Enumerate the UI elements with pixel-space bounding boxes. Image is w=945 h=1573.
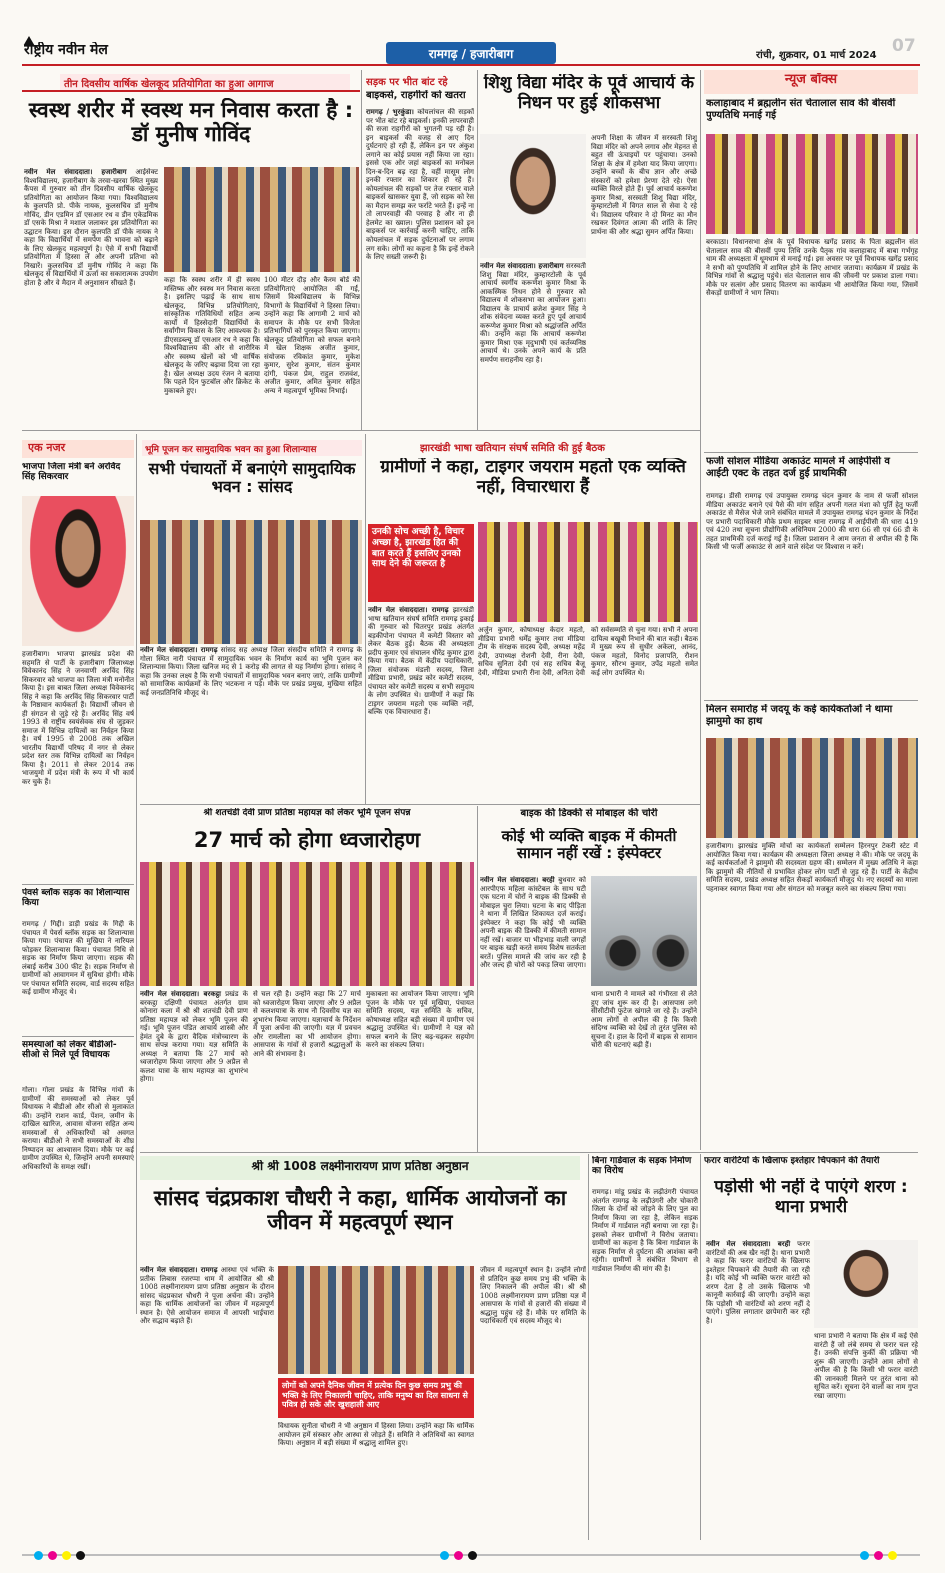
divider xyxy=(361,70,362,430)
story2-body-wrap xyxy=(366,108,474,428)
section-badge xyxy=(386,42,556,64)
tiger-body-col2: अर्जुन कुमार, कोषाध्यक्ष केदार महतो, मीडिया प्रभारी धर्मेंद्र कुमार तथा मीडिया टीम के संरक्षक सदस्य देवी, अध्यक्ष महेंद्र देवी, उपाध्यक्ष रोशनी देवी, रीना देवी, सचिव सुनिता देवी एवं सह सचिव बैजू देवी, मीडिया प्रभारी रीना देवी, अनिता देवी को सर्वसम्मति से चुना गया। सभी ने अपना दायित्व बखूबी निभाने की बात कही। बैठक में मुख्य रूप से सुधीर अकेला, आनंद, पंकज महतो, विनोद प्रजापति, रौशन कुमार, सौरभ कुमार, उपेंद्र महतो समेत कई लोग उपस्थित थे। xyxy=(478,626,698,677)
story3-byline: नवीन मेल संवाददाता। हजारीबाग xyxy=(480,262,564,270)
divider xyxy=(140,1152,918,1153)
story2-body: कोयलांचल की सड़कों पर भीत बांट रहे बाइकर्स। इनकी लापरवाही की सजा राहगीरों को भुगतनी पड़ रही है। इन बाइकर्स की वजह से आए दिन दुर्घटनाएं हो रही हैं, लेकिन इन पर अंकुश लगाने का कोई प्रयास नहीं किया जा रहा। इससे एक ओर जहां बाइकर्स का मनोबल दिन-ब-दिन बढ़ रहा है, वहीं मासूम लोग इनकी रफ्तार का शिकार हो रहे हैं। कोयलांचल की सड़कों पर तेज रफ्तार वाले बाइकर्स खासकर युवा हैं, जो सड़क को रेस का मैदान समझ कर फर्राटे भरते हैं। इन्हें ना तो लापरवाही की परवाह है और ना ही हेलमेट का ख्याल। पुलिस प्रशासन को इन बाइकर्स पर कार्रवाई करनी चाहिए, ताकि कोयलांचल में सड़क दुर्घटनाओं पर लगाम लग सके। लोगों का कहना है कि इन्हें रोकने के लिए सख्ती जरूरी है। xyxy=(366,108,474,262)
news-box-item2-body: रामगढ़। डीसी रामगढ़ एवं उपायुक्त रामगढ़ चंदन कुमार के नाम से फर्जी सोशल मीडिया अकाउंट बनाने एवं पैसे की मांग सहित अपनी गलत मंशा को पूर्ति हेतु फर्जी अकाउंट से मैसेज भेजे जाने संबंधित मामले में उपायुक्त रामगढ़ चंदन कुमार के निर्देश पर प्रभारी पदाधिकारी मौके प्रथम साइबर थाना रामगढ़ में आईपीसी की धारा 419 एवं 420 तथा सूचना प्रौद्योगिकी अधिनियम 2000 की धारा 66 सी एवं 66 डी के तहत प्राथमिकी दर्ज कराई गई है। जिला प्रशासन ने आम जनता से अपील की है कि किसी भी फर्जी अकाउंट से आने वाले संदेश पर विश्वास न करें। xyxy=(706,492,918,552)
page-number: 07 xyxy=(892,36,916,56)
dhwaja-byline: नवीन मेल संवाददाता। बरकट्ठा xyxy=(140,990,221,998)
story1-body-col2: कहा कि स्वस्थ शरीर में ही स्वस्थ मस्तिष्क और स्वस्थ मन निवास करता है। इसलिए पढ़ाई के साथ साथ खेलकूद, विभिन्न प्रतियोगिताएं, सांस्कृतिक गतिविधियों सहित अन्य कार्यों में हिस्सेदारी विद्यार्थियों के सर्वांगीण विकास के लिए आवश्यक है। डीएसडब्ल्यू डॉ एसआर रथ ने कहा कि विश्वविद्यालय की ओर से शारीरिक और स्वस्थ्य खेलों को भी वार्षिक खेलकूद के जरिए बढ़ावा दिया जा रहा है। खेल अध्यक्ष उदय रंजन ने बताया कि पहले दिन फुटबॉल और क्रिकेट के मुकाबले हुए। xyxy=(164,276,260,395)
ek-nazar-body: हजारीबाग। भाजपा झारखंड प्रदेश की सहमति से पार्टी के हजारीबाग जिलाध्यक्ष विवेकानंद सिंह ने जनवाणी अरविंद सिंह सिकरवार को भाजपा का जिला मंत्री मनोनीत किया है। इस बाबत जिला अध्यक्ष विवेकानंद सिंह ने कहा कि अरविंद सिंह सिकरवार पार्टी के निष्ठावान कार्यकर्ता हैं। विद्यार्थी जीवन से ही संगठन से जुड़े रहे हैं। अरविंद सिंह वर्ष 1993 से राष्ट्रीय स्वयंसेवक संघ से जुड़कर समाज में विभिन्न दायित्वों का निर्वहन किया है। वर्ष 1995 से 2008 तक अखिल भारतीय विद्यार्थी परिषद में नगर से लेकर प्रदेश स्तर तक विभिन्न दायित्वों का निर्वहन किया है। 2011 से लेकर 2014 तक भाजयुमो में प्रदेश मंत्री के रूप में भी कार्य कर चुके हैं। xyxy=(22,650,134,786)
news-box-item3-headline: मिलन समारोह में जदयू के कई कार्यकर्ताओं ने थामा झामुमो का हाथ xyxy=(706,704,893,727)
bike-body-col2: थाना प्रभारी ने मामले को गंभीरता से लेते हुए जांच शुरू कर दी है। आसपास लगे सीसीटीवी फुटेज खंगाले जा रहे हैं। उन्होंने आम लोगों से अपील की है कि किसी संदिग्ध व्यक्ति को देखें तो तुरंत पुलिस को सूचना दें। हाल के दिनों में बाइक से सामान चोरी की घटनाएं बढ़ी हैं। xyxy=(591,990,697,1050)
guardwall-body: रामगढ़। मांडू प्रखंड के लढ़ीउंगरी पंचायत अंतर्गत रामगढ़ के लढ़ीउंगरी और चोकारी जिला के दोनों को जोड़ने के लिए पुल का निर्माण किया जा रहा है, लेकिन सड़क निर्माण में गार्डवाल नहीं बनाया जा रहा है। इसको लेकर ग्रामीणों ने विरोध जताया। ग्रामीणों का कहना है कि बिना गार्डवाल के सड़क निर्माण से दुर्घटना की आशंका बनी रहेगी। ग्रामीणों ने संबंधित विभाग से गार्डवाल निर्माण की मांग की है। xyxy=(592,1188,698,1273)
story3-body: सरस्वती शिशु विद्या मंदिर, कुम्हारटोली के पूर्व आचार्य स्वर्गीय करूणेश कुमार मिश्रा के आकस्मिक निधन होने से गुरुवार को विद्यालय में शोकसभा का आयोजन हुआ। विद्यालय के प्राचार्य ब्रजेश कुमार सिंह ने शोक संवेदना व्यक्त करते हुए पूर्व आचार्य करूणेश कुमार मिश्रा को श्रद्धांजलि अर्पित की। उन्होंने कहा कि आचार्य करूणेश कुमार मिश्रा एक मृदुभाषी एवं कर्तव्यनिष्ठ आचार्य थे। उनके अपने कार्य के प्रति समर्पण सराहनीय रहा है। xyxy=(480,262,586,364)
story3-headline: शिशु विद्या मंदिर के पूर्व आचार्य के निधन पर हुई शोकसभा xyxy=(483,74,695,113)
laxmi-byline: नवीन मेल संवाददाता। रामगढ़ xyxy=(140,1266,218,1274)
laxmi-body-col3: जीवन में महत्वपूर्ण स्थान है। उन्होंने लोगों से प्रतिदिन कुछ समय प्रभु की भक्ति के लिए निकालने की अपील की। श्री श्री 1008 लक्ष्मीनारायण प्राण प्रतिष्ठा यज्ञ में आसपास के गांवों से हजारों की संख्या में श्रद्धालु पहुंच रहे हैं। मौके पर समिति के पदाधिकारी एवं सदस्य मौजूद थे। xyxy=(480,1266,586,1326)
story3-portrait xyxy=(480,134,586,258)
divider xyxy=(700,70,701,1150)
dhwaja-body: प्रखंड के बरकट्ठा दक्षिणी पंचायत अंतर्गत ग्राम कोनारा कला में श्री श्री शतचंडी देवी प्राण प्रतिष्ठा महायज्ञ को लेकर भूमि पूजन की गई। भूमि पूजन पंडित आचार्य शास्त्री और हेमंत दुबे के द्वारा वैदिक मंत्रोच्चारण के साथ संपन्न कराया गया। यज्ञ समिति के अध्यक्ष ने बताया कि 27 मार्च को ध्वजारोहण किया जाएगा और 9 अप्रैल से कलश यात्रा के साथ महायज्ञ का शुभारंभ होगा। xyxy=(140,990,248,1084)
thana-kicker: फरार वारंटियों के खिलाफ इश्तेहार चिपकाने की तैयारी xyxy=(704,1156,880,1166)
ek-nazar-headline: भाजपा जिला मंत्री बने अरविंद सिंह सिकरवार xyxy=(22,462,121,483)
masthead xyxy=(0,0,945,70)
laxmi-kicker-bar xyxy=(140,1156,580,1180)
story1-byline: नवीन मेल संवाददाता। हजारीबाग xyxy=(24,168,127,176)
laxmi-body-col2: विधायक सुनीता चौधरी ने भी अनुष्ठान में हिस्सा लिया। उन्होंने कहा कि धार्मिक आयोजन हमें संस्कार और आस्था से जोड़ते हैं। समिति ने अतिथियों का स्वागत किया। अनुष्ठान में बड़ी संख्या में श्रद्धालु शामिल हुए। xyxy=(278,1422,474,1448)
story1-body-col3: 100 मीटर दौड़ और कैरम बोर्ड की प्रतियोगिताएं आयोजित की गईं, जिसमें विश्वविद्यालय के विभिन्न विभागों के विद्यार्थियों ने हिस्सा लिया। उन्होंने कहा कि आगामी 2 मार्च को समापन के मौके पर सभी विजेता प्रतिभागियों को पुरस्कृत किया जाएगा। खेलकूद प्रतियोगिता को सफल बनाने में खेल शिक्षक अजीत कुमार, संयोजक रविकांत कुमार, मुकेश कुमार, सुरेश कुमार, संतन कुमार दांगी, पंकज प्रेम, राहुल राजवंश, अजीत कुमार, अमित कुमार सहित अन्य ने महत्वपूर्ण भूमिका निभाई। xyxy=(264,276,360,395)
divider xyxy=(700,1154,701,1540)
dhwaja-body-col3: मुकाबला का आयोजन किया जाएगा। भूमि पूजन के मौके पर पूर्व मुखिया, पंचायत समिति सदस्य, यज्ञ समिति के सचिव, कोषाध्यक्ष सहित बड़ी संख्या में ग्रामीण एवं श्रद्धालु उपस्थित थे। ग्रामीणों ने यज्ञ को सफल बनाने के लिए बढ़-चढ़कर सहयोग करने का संकल्प लिया। xyxy=(366,990,474,1050)
divider xyxy=(477,70,478,430)
registration-dot xyxy=(440,1551,449,1560)
dhwaja-headline: 27 मार्च को होगा ध्वजारोहण xyxy=(193,828,421,852)
story2-kicker: सड़क पर भीत बांट रहे xyxy=(366,77,448,88)
masthead-rule xyxy=(22,64,920,66)
story3-body-col1 xyxy=(480,262,586,428)
registration-dot xyxy=(34,1551,43,1560)
mp-community-photo xyxy=(140,520,362,644)
news-box-item1-photo xyxy=(706,134,918,234)
divider xyxy=(704,700,918,701)
divider xyxy=(588,1154,589,1540)
news-box-item1-body: बरकाठा। विधानसभा क्षेत्र के पूर्व विधायक खगेंद्र प्रसाद के पिता ब्रह्मलीन संत चेतालाल साव की बीसवीं पुण्य तिथि उनके पैतृक गांव कलाहाबाद में बाबा गर्भगृह धाम की अध्यक्षता में धूमधाम से मनाई गई। इस अवसर पर पूर्व विधायक खगेंद्र प्रसाद ने सभी को पुण्यतिथि में शामिल होने के लिए आभार जताया। कार्यक्रम में प्रखंड के विभिन्न गांवों से श्रद्धालु पहुंचे। संत चेतालाल साव की जीवनी पर प्रकाश डाला गया। मौके पर सत्संग और प्रसाद वितरण का कार्यक्रम भी आयोजित किया गया, जिसमें सैकड़ों ग्रामीणों ने भाग लिया। xyxy=(706,238,918,298)
story3-body-col2: अपनी शिक्षा के जीवन में सरस्वती शिशु विद्या मंदिर को अपने लगाव और मेहनत से बहुत सी ऊंचाइयों पर पहुंचाया। उनको शिक्षा के क्षेत्र में हमेशा याद किया जाएगा। उन्होंने बच्चों के बीच ज्ञान और अच्छे संस्कारों को हमेशा प्रेरणा देते रहे। ऐसा व्यक्ति विरले होते हैं। पूर्व आचार्य करूणेश कुमार मिश्रा, सरस्वती शिशु विद्या मंदिर, कुम्हारटोली में विगत साल से सेवा दे रहे थे। विद्यालय परिवार ने दो मिनट का मौन रखकर दिवंगत आत्मा की शांति के लिए प्रार्थना की और श्रद्धा सुमन अर्पित किया। xyxy=(591,134,697,236)
tiger-photo xyxy=(478,522,698,622)
story1-kicker-rule xyxy=(22,90,360,92)
story1-headline: स्वस्थ शरीर में स्वस्थ मन निवास करता है : डॉ मुनीष गोविंद xyxy=(28,98,354,147)
divider xyxy=(22,430,700,431)
story2-byline: रामगढ़ / भुरकुंडा। xyxy=(366,108,414,116)
laxmi-body-col1 xyxy=(140,1266,274,1538)
news-box-title: न्यूज बॉक्स xyxy=(784,73,838,87)
laxmi-quote: लोगों को अपने दैनिक जीवन में प्रत्येक दिन कुछ समय प्रभु की भक्ति के लिए निकालनी चाहिए, ताकि मनुष्य का दिल साधना से पवित्र हो सके और खुशहाली आए xyxy=(278,1378,474,1418)
bike-headline: कोई भी व्यक्ति बाइक में कीमती सामान नहीं रखें : इंस्पेक्टर xyxy=(501,828,677,863)
registration-dot xyxy=(48,1551,57,1560)
laxmi-headline: सांसद चंद्रप्रकाश चौधरी ने कहा, धार्मिक आयोजनों का जीवन में महत्वपूर्ण स्थान xyxy=(153,1186,567,1235)
thana-headline: पड़ोसी भी नहीं दे पाएंगे शरण : थाना प्रभारी xyxy=(714,1178,908,1217)
story1-body-col1 xyxy=(24,168,158,428)
story2-headline: बाइकर्स, राहगीरों को खतरा xyxy=(366,90,466,101)
thana-portrait xyxy=(814,1240,918,1328)
news-box-title-bar xyxy=(704,70,918,94)
tiger-byline: नवीन मेल संवाददाता। रामगढ़ xyxy=(368,606,449,614)
laxmi-kicker: श्री श्री 1008 लक्ष्मीनारायण प्राण प्रतिष्ठा अनुष्ठान xyxy=(251,1160,469,1173)
story1-body: आईसेक्ट विश्वविद्यालय, हजारीबाग के तरवा-खरवा स्थित मुख्य कैंपस में गुरुवार को तीन दिवसीय वार्षिक खेलकूद प्रतियोगिता का आयोजन किया गया। विश्वविद्यालय के कुलपति प्रो. पीके नायक, कुलसचिव डॉ मुनीष गोविंद, डीन एडमिन डॉ एसआर रथ व डीन एकेडमिक डॉ एसके मिश्रा ने मशाल जलाकर इस प्रतियोगिता का उद्घाटन किया। इस दौरान कुलपति डॉ पीके नायक ने कहा कि विद्यार्थियों में समर्पण की भावना को बढ़ाने के लिए खेलकूद महत्वपूर्ण है। ऐसे में सभी विद्यार्थी प्रतियोगिता में हिस्सा लें और अपनी प्रतिभा को निखारें। कुलसचिव डॉ मुनीष गोविंद ने कहा कि खेलकूद से विद्यार्थियों में ऊर्जा का सकारात्मक उपयोग होता है और वे मैदान में अनुशासन सीखते हैं। xyxy=(24,168,158,287)
dhwaja-body-col1 xyxy=(140,990,248,1150)
mp-community-body: सांसद सह अध्यक्ष जिला संसदीय समिति ने रामगढ़ के गोला स्थित नारी पंचायत में सामुदायिक भवन के निर्माण कार्य का भूमि पूजन कर शिलान्यास किया। जिला खनिज मद से 1 करोड़ की लागत से यह निर्माण होगा। सांसद ने कहा कि उनका लक्ष्य है कि सभी पंचायतों में सामुदायिक भवन बनाए जाएं, ताकि ग्रामीणों को सामाजिक कार्यक्रमों के लिए भटकना न पड़े। मौके पर प्रखंड प्रमुख, मुखिया सहित कई जनप्रतिनिधि मौजूद थे। xyxy=(140,646,362,697)
divider xyxy=(136,434,137,1314)
tiger-quote: उनकी सोच अच्छी है, विचार अच्छा है, झारखंड हित की बात करते हैं इसलिए उनको साथ देने की जरूरत है xyxy=(368,524,474,602)
guardwall-headline: बिना गार्डवाल के सड़क निर्माण का विरोध xyxy=(592,1156,692,1177)
thana-byline: नवीन मेल संवाददाता। बरही xyxy=(706,1240,791,1248)
registration-dot xyxy=(888,1551,897,1560)
registration-dot xyxy=(454,1551,463,1560)
thana-body-wrap xyxy=(706,1240,810,1538)
dhwaja-kicker: श्री शतचंडी देवी प्राण प्रतिष्ठा महायज्ञ को लेकर भूमि पूजन संपन्न xyxy=(203,808,411,818)
registration-dot xyxy=(860,1551,869,1560)
tiger-body: झारखंडी भाषा खतियान संघर्ष समिति रामगढ़ इकाई की गुरुवार को चितरपुर प्रखंड अंतर्गत बड़कीपोना पंचायत में कमेटी विस्तार को लेकर बैठक हुई। बैठक की अध्यक्षता प्रदीप कुमार एवं संचालन धीरेंद्र कुमार द्वारा किया गया। बैठक में केंद्रीय पदाधिकारी, जिला संयोजक मंडली सदस्य, जिला मीडिया प्रभारी, प्रखंड कोर कमेटी सदस्य, पंचायत कोर कमेटी सदस्य व सभी समुदाय के लोग उपस्थित थे। ग्रामीणों ने कहा कि टाइगर जयराम महतो एक व्यक्ति नहीं, बल्कि एक विचारधारा हैं। xyxy=(368,606,474,717)
ek-nazar-label-bar xyxy=(22,440,134,458)
section-label: रामगढ़ / हजारीबाग xyxy=(428,47,514,61)
mp-community-body-wrap xyxy=(140,646,362,796)
bike-body-wrap xyxy=(480,876,586,1150)
divider xyxy=(477,806,478,1152)
news-box-item3-body: हजारीबाग। झारखंड मुक्ति मोर्चा का कार्यकर्ता सम्मेलन हिरनपुर टेकरी स्टेट में आयोजित किया गया। कार्यक्रम की अध्यक्षता जिला अध्यक्ष ने की। मौके पर जदयू के कई कार्यकर्ताओं ने झामुमो की सदस्यता ग्रहण की। सम्मेलन में मुख्य अतिथि ने कहा कि झामुमो की नीतियों से प्रभावित होकर लोग पार्टी से जुड़ रहे हैं। पार्टी के केंद्रीय समिति सदस्य, प्रखंड अध्यक्ष सहित सैकड़ों कार्यकर्ता मौजूद थे। नए सदस्यों का माला पहनाकर स्वागत किया गया और संगठन को मजबूत करने का संकल्प लिया गया। xyxy=(706,842,918,893)
registration-dot xyxy=(76,1551,85,1560)
dhwaja-photo xyxy=(140,862,474,986)
divider xyxy=(140,804,700,805)
bdo-body: गोला। गोला प्रखंड के विभिन्न गांवों के ग्रामीणों की समस्याओं को लेकर पूर्व विधायक ने बीडीओ और सीओ से मुलाकात की। उन्होंने राशन कार्ड, पेंशन, जमीन के दाखिल खारिज, आवास योजना सहित अन्य समस्याओं से अधिकारियों को अवगत कराया। बीडीओ ने सभी समस्याओं के शीघ्र निष्पादन का आश्वासन दिया। मौके पर कई ग्रामीण उपस्थित थे, जिन्होंने अपनी समस्याएं अधिकारियों के समक्ष रखीं। xyxy=(22,1086,134,1171)
bdo-headline: समस्याओं को लेकर बीडीओ-सीओ से मिले पूर्व विधायक xyxy=(22,1040,117,1061)
dhwaja-body-col2: से चल रही है। उन्होंने कहा कि 27 मार्च को ध्वजारोहण किया जाएगा और 9 अप्रैल से कलशयात्रा के साथ नौ दिवसीय यज्ञ का शुभारंभ किया जाएगा। यज्ञाचार्य के निर्देशन में पूजा अर्चना की जाएगी। यज्ञ में प्रवचन और रामलीला का भी आयोजन होगा। आसपास के गांवों से हजारों श्रद्धालुओं के आने की संभावना है। xyxy=(253,990,361,1058)
dateline: रांची, शुक्रवार, 01 मार्च 2024 xyxy=(756,50,877,61)
divider xyxy=(22,1036,134,1037)
thana-body: फरार वारंटियों की अब खैर नहीं है। थाना प्रभारी ने कहा कि फरार वारंटियों के खिलाफ इश्तेहार चिपकाने की तैयारी की जा रही है। यदि कोई भी व्यक्ति फरार वारंटी को शरण देता है तो उसके खिलाफ भी कानूनी कार्रवाई की जाएगी। उन्होंने कहा कि पड़ोसी भी वारंटियों को शरण नहीं दे पाएंगे। पुलिस लगातार छापेमारी कर रही है। xyxy=(706,1240,810,1325)
registration-dot xyxy=(468,1551,477,1560)
bike-byline: नवीन मेल संवाददाता। बरही xyxy=(480,876,555,884)
divider xyxy=(22,884,134,885)
thana-body-col2: थाना प्रभारी ने बताया कि क्षेत्र में कई ऐसे वारंटी हैं जो लंबे समय से फरार चल रहे हैं। उनकी संपत्ति कुर्की की प्रक्रिया भी शुरू की जाएगी। उन्होंने आम लोगों से अपील की है कि किसी भी फरार वारंटी की जानकारी मिलने पर तुरंत थाना को सूचित करें। सूचना देने वालों का नाम गुप्त रखा जाएगा। xyxy=(814,1332,918,1400)
divider xyxy=(704,452,918,453)
news-box-item3-photo xyxy=(706,738,918,838)
bike-body: बुधवार को आरपीएफ महिला कांस्टेबल के साथ घटी एक घटना में चोरों ने बाइक की डिक्की से मोबाइल चुरा लिया। घटना के बाद पीड़िता ने थाना में लिखित शिकायत दर्ज कराई। इंस्पेक्टर ने कहा कि कोई भी व्यक्ति अपनी बाइक की डिक्की में कीमती सामान नहीं रखें। बाजार या भीड़भाड़ वाली जगहों पर बाइक खड़ी करते समय विशेष सतर्कता बरतें। पुलिस मामले की जांच कर रही है और जल्द ही चोरों को पकड़ लिया जाएगा। xyxy=(480,876,586,970)
story1-kicker: तीन दिवसीय वार्षिक खेलकूद प्रतियोगिता का हुआ आगाज xyxy=(60,74,350,90)
mp-community-headline: सभी पंचायतों में बनाएंगे सामुदायिक भवन : सांसद xyxy=(148,460,356,497)
registration-dot xyxy=(62,1551,71,1560)
news-box-item1-headline: कलाहाबाद में ब्रह्मलीन संत चेतालाल साव की बीसवीं पुण्यतिथि मनाई गई xyxy=(706,98,896,121)
mp-community-kicker: भूमि पूजन कर सामुदायिक भवन का हुआ शिलान्यास xyxy=(142,440,362,456)
ek-nazar-label: एक नजर xyxy=(28,442,66,454)
tiger-body-wrap xyxy=(368,606,474,802)
mp-community-byline: नवीन मेल संवाददाता। रामगढ़ xyxy=(140,646,218,654)
registration-dot xyxy=(874,1551,883,1560)
news-box-item2-headline: फर्जी सोशल मीडिया अकाउंट मामले में आईपीसी व आईटी एक्ट के तहत दर्ज हुई प्राथमिकी xyxy=(706,456,890,479)
bike-photo xyxy=(591,876,697,986)
laxmi-photo xyxy=(278,1266,474,1374)
pavers-body: रामगढ़ / गिद्दी। डाड़ी प्रखंड के गिद्दी के पंचायत में पेवर्स ब्लॉक सड़क का शिलान्यास किया गया। पंचायत की मुखिया ने नारियल फोड़कर शिलान्यास किया। पंचायत निधि से सड़क का निर्माण किया जाएगा। सड़क की लंबाई करीब 300 फीट है। सड़क निर्माण से ग्रामीणों को आवागमन में सुविधा होगी। मौके पर पंचायत समिति सदस्य, वार्ड सदस्य सहित कई ग्रामीण मौजूद थे। xyxy=(22,920,134,997)
tiger-kicker: झारखंडी भाषा खतियान संघर्ष समिति की हुई बैठक xyxy=(420,443,605,454)
divider xyxy=(365,434,366,804)
story1-photo xyxy=(164,167,359,272)
paper-name: राष्ट्रीय नवीन मेल xyxy=(24,42,108,58)
tiger-headline: ग्रामीणों ने कहा, टाइगर जयराम महतो एक व्यक्ति नहीं, विचारधारा हैं xyxy=(380,458,686,497)
ek-nazar-portrait xyxy=(22,496,134,646)
laxmi-body: आस्था एवं भक्ति के प्रतीक लिबास रजरप्पा धाम में आयोजित श्री श्री 1008 लक्ष्मीनारायण प्राण प्रतिष्ठा अनुष्ठान के दौरान सांसद चंद्रप्रकाश चौधरी ने पूजा अर्चना की। उन्होंने कहा कि धार्मिक आयोजनों का जीवन में महत्वपूर्ण स्थान है। ऐसे आयोजन समाज में आपसी भाईचारा और सद्भाव बढ़ाते हैं। xyxy=(140,1266,274,1326)
bike-kicker: बाइक की डिक्की से मोबाइल की चोरी xyxy=(520,808,658,819)
pavers-headline: पेवर्स ब्लॉक सड़क का शिलान्यास किया xyxy=(22,888,130,909)
